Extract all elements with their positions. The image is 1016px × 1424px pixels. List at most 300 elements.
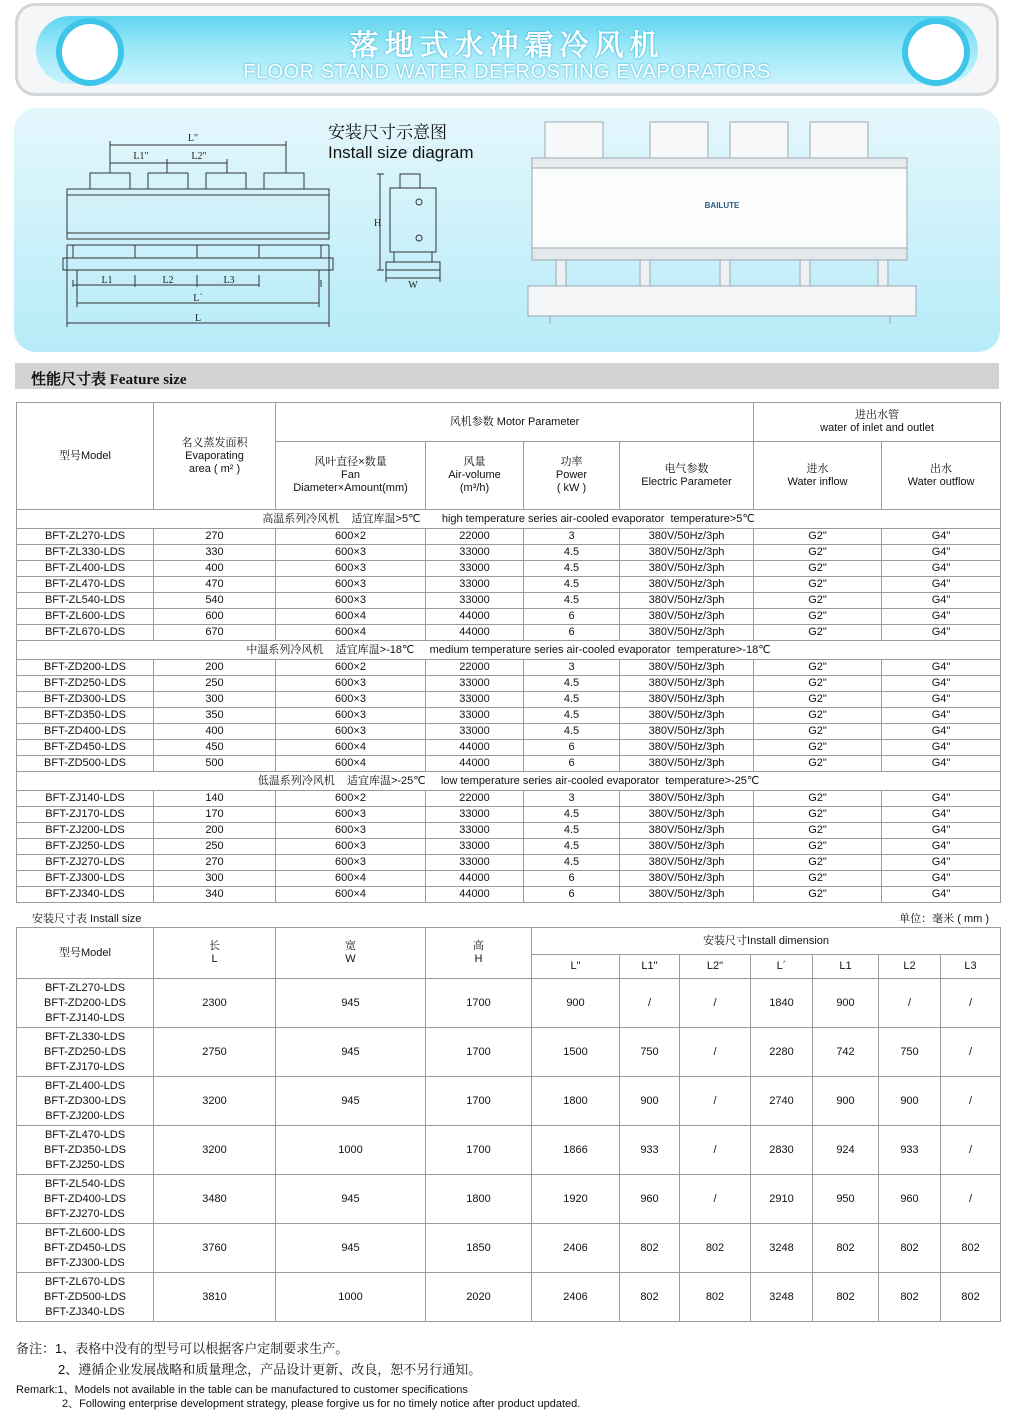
table-row (17, 823, 1001, 839)
table-cell: 170 (154, 807, 276, 823)
table-cell: BFT-ZJ170-LDS (17, 807, 154, 823)
table-cell: 750 (879, 1028, 941, 1077)
table-cell: 380V/50Hz/3ph (620, 593, 754, 609)
header-inflow: 进水 Water inflow (754, 442, 882, 510)
table-cell: 380V/50Hz/3ph (620, 871, 754, 887)
install-header-height: 高 H (426, 928, 532, 979)
table-cell: BFT-ZD450-LDS (17, 740, 154, 756)
model-name: BFT-ZD300-LDS (44, 1094, 126, 1107)
table-cell: BFT-ZL400-LDS (17, 561, 154, 577)
table-cell: 960 (620, 1175, 680, 1224)
table-cell: 380V/50Hz/3ph (620, 823, 754, 839)
table-cell: 1700 (426, 979, 532, 1028)
table-cell: G2" (754, 871, 882, 887)
table-cell: 200 (154, 660, 276, 676)
unit-label: 单位：毫米 ( mm ) (899, 913, 989, 925)
dim-label-L1: L1 (101, 275, 113, 286)
table-cell: 33000 (426, 545, 524, 561)
model-name: BFT-ZJ270-LDS (45, 1207, 125, 1220)
table-cell: 380V/50Hz/3ph (620, 791, 754, 807)
table-cell: 900 (620, 1077, 680, 1126)
table-cell: 33000 (426, 724, 524, 740)
table-cell: 945 (276, 1077, 426, 1126)
table-cell: 350 (154, 708, 276, 724)
install-subheader: L1 (813, 955, 879, 979)
table-cell: G4" (882, 839, 1001, 855)
table-cell: 44000 (426, 756, 524, 772)
table-cell: G2" (754, 855, 882, 871)
model-cell (17, 1126, 154, 1175)
header-pipe: 进出水管 water of inlet and outlet (754, 403, 1001, 442)
table-cell: 4.5 (524, 823, 620, 839)
table-cell: 33000 (426, 708, 524, 724)
note-en-2: 2、Following enterprise development strategy, please forgive us for no timely notice after product updated. (62, 1398, 581, 1410)
table-cell: G4" (882, 676, 1001, 692)
table-cell: 33000 (426, 561, 524, 577)
dim-label-L2pp: L2" (191, 151, 207, 162)
table-cell: 380V/50Hz/3ph (620, 545, 754, 561)
title-banner (15, 3, 999, 96)
table-cell: 600×4 (276, 740, 426, 756)
table-cell: 945 (276, 1224, 426, 1273)
table-cell: / (620, 979, 680, 1028)
header-elec: 电气参数 Electric Parameter (620, 442, 754, 510)
table-cell: 2740 (751, 1077, 813, 1126)
series-band-row (17, 641, 1001, 660)
model-cell (17, 1224, 154, 1273)
table-cell: BFT-ZL600-LDS (17, 609, 154, 625)
table-cell: G2" (754, 823, 882, 839)
table-cell: 600×4 (276, 609, 426, 625)
table-cell: 400 (154, 724, 276, 740)
table-cell: G4" (882, 887, 1001, 903)
table-cell: 44000 (426, 887, 524, 903)
table-cell: BFT-ZD350-LDS (17, 708, 154, 724)
table-cell: 200 (154, 823, 276, 839)
table-cell: 600×4 (276, 887, 426, 903)
series-band-row (17, 510, 1001, 529)
table-cell: 470 (154, 577, 276, 593)
table-cell: G2" (754, 545, 882, 561)
table-row (17, 740, 1001, 756)
table-cell: G4" (882, 593, 1001, 609)
model-name: BFT-ZJ140-LDS (45, 1011, 125, 1024)
note-cn-2: 2、遵循企业发展战略和质量理念，产品设计更新、改良，恕不另行通知。 (58, 1362, 482, 1377)
table-cell: G2" (754, 609, 882, 625)
table-row (17, 807, 1001, 823)
table-cell: 600×3 (276, 692, 426, 708)
table-cell: 4.5 (524, 676, 620, 692)
note-en-1: Remark:1、Models not available in the table can be manufactured to customer specifications (16, 1384, 468, 1396)
table-cell: 802 (813, 1224, 879, 1273)
page-title-cn: 落地式水冲霜冷风机 (349, 30, 665, 62)
table-cell: G2" (754, 740, 882, 756)
table-cell: 600×3 (276, 561, 426, 577)
table-cell: G2" (754, 708, 882, 724)
table-cell: 22000 (426, 791, 524, 807)
table-cell: BFT-ZJ300-LDS (17, 871, 154, 887)
table-cell: 670 (154, 625, 276, 641)
table-cell: 2280 (751, 1028, 813, 1077)
table-cell: 1700 (426, 1077, 532, 1126)
table-cell: 900 (532, 979, 620, 1028)
table-cell: 6 (524, 609, 620, 625)
table-cell: / (941, 1175, 1001, 1224)
table-cell: 33000 (426, 839, 524, 855)
table-cell: G2" (754, 887, 882, 903)
section-title: 性能尺寸表 Feature size (31, 372, 187, 388)
performance-body (17, 510, 1001, 903)
table-cell: G2" (754, 577, 882, 593)
install-table (16, 927, 1001, 1322)
table-cell: 3200 (154, 1126, 276, 1175)
table-cell: 33000 (426, 807, 524, 823)
table-cell: 600×3 (276, 724, 426, 740)
table-cell: 22000 (426, 529, 524, 545)
table-cell: 1000 (276, 1273, 426, 1322)
model-cell (17, 1273, 154, 1322)
table-cell: 933 (620, 1126, 680, 1175)
model-cell (17, 1175, 154, 1224)
table-cell: BFT-ZJ340-LDS (17, 887, 154, 903)
table-cell: 380V/50Hz/3ph (620, 855, 754, 871)
table-cell: 4.5 (524, 577, 620, 593)
model-name: BFT-ZD200-LDS (44, 996, 126, 1009)
table-row (17, 724, 1001, 740)
table-cell: 6 (524, 887, 620, 903)
table-cell: 950 (813, 1175, 879, 1224)
table-cell: BFT-ZD400-LDS (17, 724, 154, 740)
install-header-length: 长 L (154, 928, 276, 979)
dim-label-L: L (194, 313, 202, 324)
model-name: BFT-ZL400-LDS (44, 1079, 126, 1092)
table-cell: 380V/50Hz/3ph (620, 577, 754, 593)
table-cell: 3 (524, 791, 620, 807)
table-cell: 6 (524, 871, 620, 887)
table-cell: 3200 (154, 1077, 276, 1126)
table-cell: BFT-ZL330-LDS (17, 545, 154, 561)
table-cell: 33000 (426, 855, 524, 871)
table-cell: 600×3 (276, 807, 426, 823)
table-cell: G2" (754, 724, 882, 740)
table-cell: / (680, 979, 751, 1028)
table-cell: 380V/50Hz/3ph (620, 756, 754, 772)
table-cell: G2" (754, 791, 882, 807)
header-power: 功率 Power ( kW ) (524, 442, 620, 510)
table-cell: G4" (882, 855, 1001, 871)
header-air: 风量 Air-volume (m³/h) (426, 442, 524, 510)
install-body (17, 979, 1001, 1322)
table-cell: BFT-ZD300-LDS (17, 692, 154, 708)
table-cell: 1800 (426, 1175, 532, 1224)
table-cell: G2" (754, 561, 882, 577)
table-cell: G4" (882, 609, 1001, 625)
table-cell: 380V/50Hz/3ph (620, 561, 754, 577)
install-subheader: L3 (941, 955, 1001, 979)
table-row (17, 791, 1001, 807)
table-cell: 750 (620, 1028, 680, 1077)
table-cell: 270 (154, 855, 276, 871)
table-cell: 33000 (426, 577, 524, 593)
table-cell: 4.5 (524, 839, 620, 855)
table-row (17, 855, 1001, 871)
table-cell: 44000 (426, 740, 524, 756)
table-cell: 6 (524, 756, 620, 772)
table-cell: 4.5 (524, 855, 620, 871)
table-cell: 945 (276, 979, 426, 1028)
series-band-label: 中温系列冷风机 适宜库温>-18℃ medium temperature series air-cooled evaporator temperature>-18℃ (17, 641, 1001, 660)
table-cell: 1840 (751, 979, 813, 1028)
dim-label-L2: L2 (162, 275, 174, 286)
model-name: BFT-ZJ170-LDS (45, 1060, 125, 1073)
table-cell: / (680, 1077, 751, 1126)
model-name: BFT-ZL600-LDS (44, 1226, 126, 1239)
table-cell: BFT-ZJ200-LDS (17, 823, 154, 839)
dim-label-H: H (374, 218, 382, 229)
dim-label-Lpp: L" (187, 133, 199, 144)
table-cell: 1850 (426, 1224, 532, 1273)
page-title-en: FLOOR STAND WATER DEFROSTING EVAPORATORS (243, 61, 771, 83)
table-cell: BFT-ZL470-LDS (17, 577, 154, 593)
note-cn-1: 备注：1、表格中没有的型号可以根据客户定制要求生产。 (16, 1341, 349, 1356)
table-cell: 2750 (154, 1028, 276, 1077)
model-name: BFT-ZJ250-LDS (45, 1158, 125, 1171)
table-cell: 300 (154, 692, 276, 708)
table-cell: 4.5 (524, 708, 620, 724)
table-cell: 250 (154, 839, 276, 855)
notes-cn (16, 1338, 481, 1380)
table-cell: BFT-ZD200-LDS (17, 660, 154, 676)
table-cell: 3480 (154, 1175, 276, 1224)
table-row (17, 756, 1001, 772)
section-bar (15, 363, 999, 389)
table-cell: G2" (754, 625, 882, 641)
table-cell: 340 (154, 887, 276, 903)
table-cell: 600×3 (276, 676, 426, 692)
model-cell (17, 979, 154, 1028)
table-cell: G4" (882, 724, 1001, 740)
table-cell: BFT-ZD500-LDS (17, 756, 154, 772)
table-cell: 945 (276, 1028, 426, 1077)
header-outflow: 出水 Water outflow (882, 442, 1001, 510)
table-cell: 250 (154, 676, 276, 692)
table-cell: BFT-ZJ140-LDS (17, 791, 154, 807)
table-cell: G4" (882, 545, 1001, 561)
table-cell: 1800 (532, 1077, 620, 1126)
table-cell: 924 (813, 1126, 879, 1175)
table-cell: 900 (813, 979, 879, 1028)
table-cell: 2910 (751, 1175, 813, 1224)
table-cell: G4" (882, 871, 1001, 887)
table-cell: 802 (813, 1273, 879, 1322)
table-cell: 22000 (426, 660, 524, 676)
header-motor: 风机参数 Motor Parameter (276, 403, 754, 442)
table-cell: 44000 (426, 871, 524, 887)
table-cell: 380V/50Hz/3ph (620, 839, 754, 855)
table-cell: 540 (154, 593, 276, 609)
model-cell (17, 1077, 154, 1126)
dim-label-Lp: L´ (193, 293, 203, 304)
table-cell: 4.5 (524, 692, 620, 708)
table-cell: 802 (680, 1224, 751, 1273)
table-cell: 3248 (751, 1273, 813, 1322)
table-cell: 33000 (426, 692, 524, 708)
table-cell: 600×4 (276, 625, 426, 641)
table-cell: G4" (882, 756, 1001, 772)
table-cell: 6 (524, 740, 620, 756)
table-cell: / (879, 979, 941, 1028)
table-cell: 600×3 (276, 577, 426, 593)
brand-logo: BAILUTE (704, 201, 740, 210)
table-cell: 2406 (532, 1273, 620, 1322)
performance-table (16, 402, 1001, 903)
table-cell: G4" (882, 740, 1001, 756)
model-name: BFT-ZJ340-LDS (45, 1305, 125, 1318)
table-cell: 33000 (426, 823, 524, 839)
table-cell: G2" (754, 692, 882, 708)
table-cell: 380V/50Hz/3ph (620, 807, 754, 823)
table-cell: 742 (813, 1028, 879, 1077)
table-cell: / (680, 1126, 751, 1175)
table-cell: G4" (882, 823, 1001, 839)
table-cell: 600×3 (276, 708, 426, 724)
table-cell: 1000 (276, 1126, 426, 1175)
table-cell: 4.5 (524, 545, 620, 561)
table-cell: / (941, 1077, 1001, 1126)
table-cell: 3248 (751, 1224, 813, 1273)
table-cell: 802 (941, 1224, 1001, 1273)
table-cell: / (680, 1028, 751, 1077)
table-row (17, 692, 1001, 708)
install-header-width: 宽 W (276, 928, 426, 979)
table-cell: 3810 (154, 1273, 276, 1322)
model-name: BFT-ZL540-LDS (44, 1177, 126, 1190)
table-cell: 900 (813, 1077, 879, 1126)
table-cell: 600×3 (276, 839, 426, 855)
table-cell: BFT-ZD250-LDS (17, 676, 154, 692)
product-illustration (520, 118, 930, 328)
table-cell: 2406 (532, 1224, 620, 1273)
table-cell: BFT-ZJ250-LDS (17, 839, 154, 855)
table-cell: 3 (524, 660, 620, 676)
model-name: BFT-ZL330-LDS (44, 1030, 126, 1043)
model-name: BFT-ZL670-LDS (44, 1275, 126, 1288)
table-cell: G4" (882, 577, 1001, 593)
install-subheader: L´ (751, 955, 813, 979)
table-cell: 44000 (426, 625, 524, 641)
series-band-row (17, 772, 1001, 791)
table-row (17, 708, 1001, 724)
table-row (17, 676, 1001, 692)
header-model: 型号Model (17, 403, 154, 510)
model-name: BFT-ZL270-LDS (44, 981, 126, 994)
table-cell: 6 (524, 625, 620, 641)
table-cell: 380V/50Hz/3ph (620, 660, 754, 676)
table-cell: 4.5 (524, 724, 620, 740)
table-cell: 960 (879, 1175, 941, 1224)
table-cell: 945 (276, 1175, 426, 1224)
table-row (17, 545, 1001, 561)
install-subheader: L" (532, 955, 620, 979)
series-band-label: 高温系列冷风机 适宜库温>5℃ high temperature series air-cooled evaporator temperature>5℃ (17, 510, 1001, 529)
model-cell (17, 1028, 154, 1077)
table-cell: 2020 (426, 1273, 532, 1322)
table-cell: 600×2 (276, 660, 426, 676)
table-cell: G4" (882, 692, 1001, 708)
table-cell: G2" (754, 676, 882, 692)
table-cell: 270 (154, 529, 276, 545)
install-subheader: L1" (620, 955, 680, 979)
dim-label-L3: L3 (223, 275, 235, 286)
table-row (17, 1077, 1001, 1126)
table-cell: 933 (879, 1126, 941, 1175)
table-cell: 450 (154, 740, 276, 756)
table-cell: / (941, 979, 1001, 1028)
model-name: BFT-ZD250-LDS (44, 1045, 126, 1058)
table-cell: 802 (879, 1273, 941, 1322)
table-cell: 44000 (426, 609, 524, 625)
table-row (17, 625, 1001, 641)
table-cell: BFT-ZL540-LDS (17, 593, 154, 609)
table-cell: 380V/50Hz/3ph (620, 609, 754, 625)
table-cell: 1500 (532, 1028, 620, 1077)
table-cell: / (680, 1175, 751, 1224)
table-cell: 1700 (426, 1028, 532, 1077)
table-cell: / (941, 1028, 1001, 1077)
table-cell: 600×4 (276, 871, 426, 887)
table-row (17, 1028, 1001, 1077)
install-table-title: 安装尺寸表 Install size (32, 913, 142, 925)
table-cell: BFT-ZJ270-LDS (17, 855, 154, 871)
model-name: BFT-ZJ300-LDS (45, 1256, 125, 1269)
table-cell: 380V/50Hz/3ph (620, 740, 754, 756)
table-cell: 330 (154, 545, 276, 561)
table-cell: 4.5 (524, 561, 620, 577)
notes-en (16, 1383, 580, 1411)
table-cell: G2" (754, 807, 882, 823)
table-cell: 1700 (426, 1126, 532, 1175)
table-cell: G4" (882, 561, 1001, 577)
dim-label-W: W (408, 280, 418, 291)
header-area: 名义蒸发面积 Evaporating area ( m² ) (154, 403, 276, 510)
table-cell: 600×3 (276, 545, 426, 561)
table-cell: G4" (882, 529, 1001, 545)
table-row (17, 1224, 1001, 1273)
table-cell: 300 (154, 871, 276, 887)
table-row (17, 1126, 1001, 1175)
install-subheader: L2 (879, 955, 941, 979)
install-header-dimension: 安装尺寸Install dimension (532, 928, 1001, 955)
table-cell: G4" (882, 625, 1001, 641)
model-name: BFT-ZD500-LDS (44, 1290, 126, 1303)
install-subheader: L2" (680, 955, 751, 979)
table-cell: 1920 (532, 1175, 620, 1224)
table-cell: 2300 (154, 979, 276, 1028)
table-row (17, 609, 1001, 625)
model-name: BFT-ZD450-LDS (44, 1241, 126, 1254)
table-cell: 380V/50Hz/3ph (620, 676, 754, 692)
diagram-caption-cn: 安装尺寸示意图 (328, 123, 447, 142)
table-row (17, 871, 1001, 887)
table-cell: 802 (879, 1224, 941, 1273)
table-cell: 600×4 (276, 756, 426, 772)
table-cell: 33000 (426, 593, 524, 609)
table-cell: G4" (882, 660, 1001, 676)
table-cell: 140 (154, 791, 276, 807)
table-cell: 600×3 (276, 823, 426, 839)
table-cell: 380V/50Hz/3ph (620, 625, 754, 641)
table-cell: 3 (524, 529, 620, 545)
